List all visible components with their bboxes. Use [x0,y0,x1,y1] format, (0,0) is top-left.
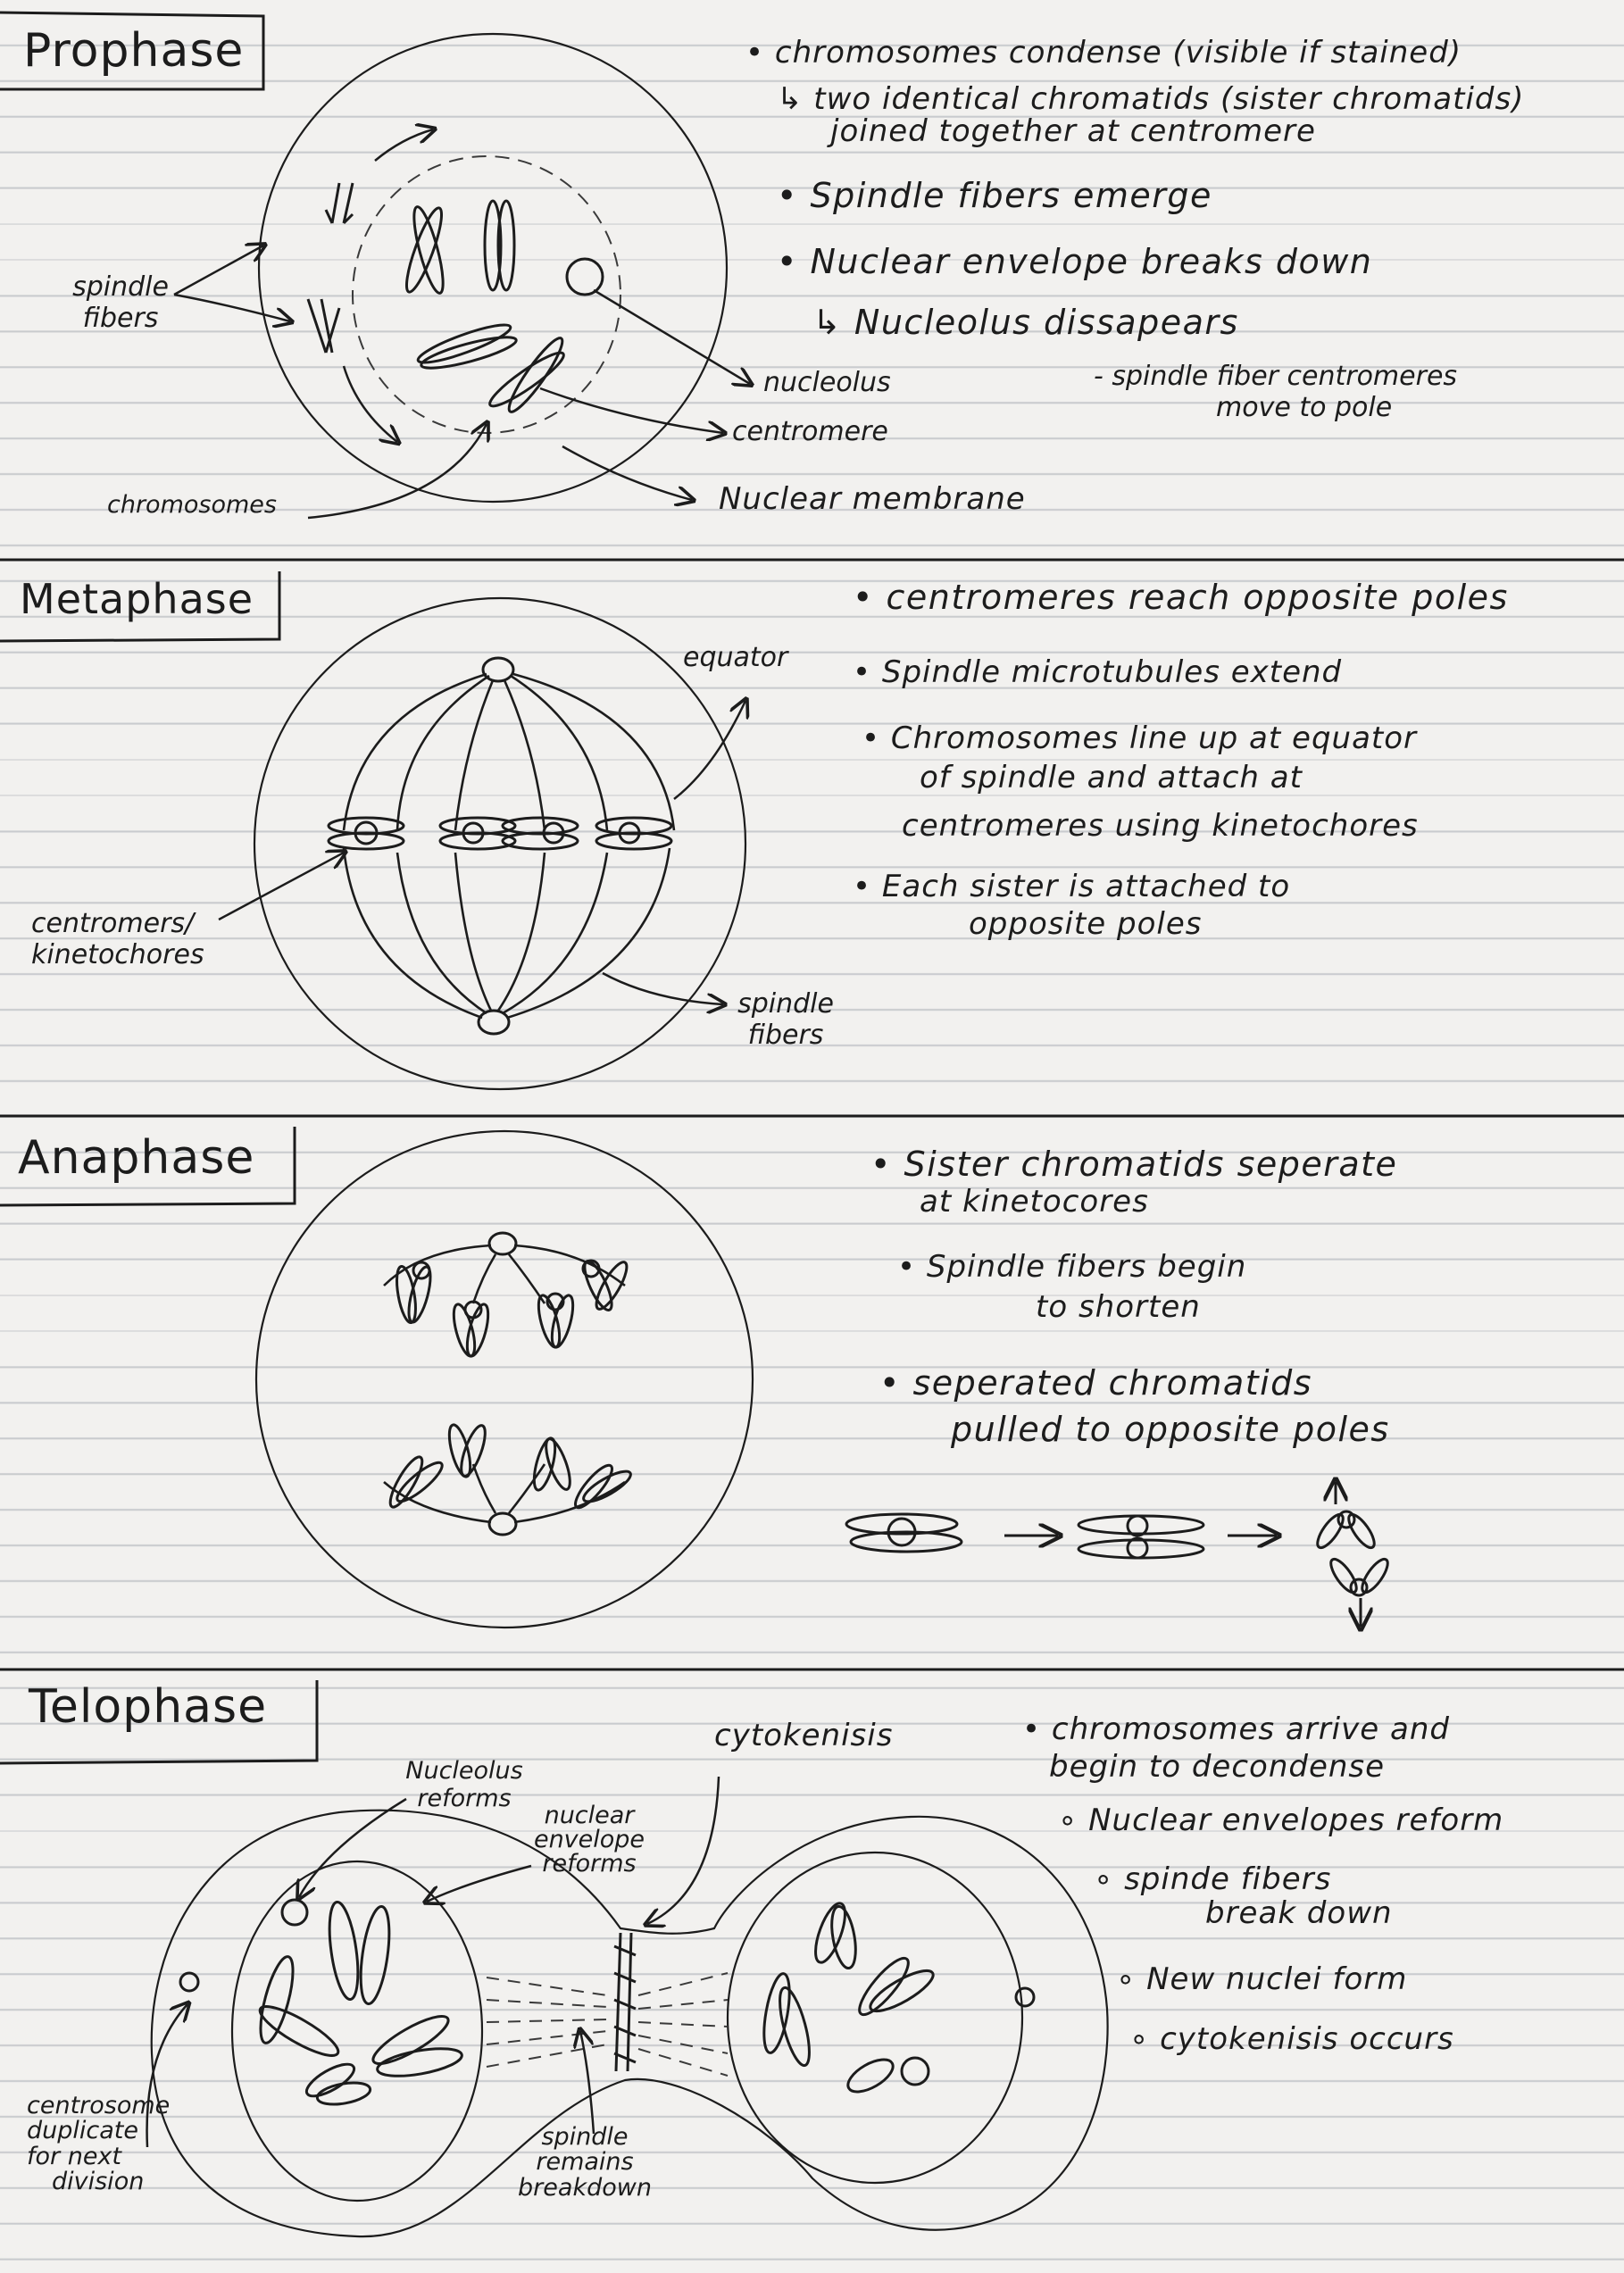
prophase-bullet-6b: move to pole [1216,392,1393,423]
telophase-bullet-4: ∘ New nuclei form [1116,1961,1408,1997]
anaphase-bullet-2-text: Spindle fibers begin [926,1249,1247,1285]
prophase-arrows [174,129,750,518]
prophase-bullet-2b: joined together at centromere [830,113,1316,149]
prophase-bullet-3-text: Spindle fibers emerge [810,176,1212,215]
label-equator: equator [683,642,788,673]
metaphase-bullet-2-text: Spindle microtubules extend [881,654,1343,690]
label-nucleolus-reforms [393,1757,536,1812]
metaphase-cell [254,598,745,1089]
label-nucleolus: nucleolus [763,367,891,398]
prophase-chromosomes [308,183,569,417]
anaphase-bullet-2: • Spindle fibers begin [897,1249,1247,1285]
label-centrosome-duplicate [27,2094,170,2194]
prophase-diagram [174,34,750,518]
spindle-fibers-line1: spindle [72,271,169,303]
metaphase-bullet-2: • Spindle microtubules extend [853,654,1343,690]
telophase-bullet-3: ∘ spinde fibers [1094,1861,1332,1897]
metaphase-diagram [219,598,745,1089]
label-nuclear-membrane: Nuclear membrane [719,481,1026,517]
anaphase-bullet-2b: to shorten [1036,1289,1201,1325]
metaphase-bullet-3b: of spindle and attach at [920,760,1303,795]
left-centrosome [180,1973,198,1991]
nucleolus-reforms-line1: Nucleolus [405,1757,523,1785]
prophase-bullet-4-text: Nuclear envelope breaks down [810,242,1373,281]
metaphase-bullet-4b: opposite poles [969,906,1203,942]
anaphase-pole-bottom [489,1513,516,1535]
anaphase-bullet-3b: pulled to opposite poles [951,1410,1390,1449]
label-spindle-fibers-prophase [62,272,179,334]
centrosome-line2: duplicate [27,2117,138,2145]
metaphase-bullet-4: • Each sister is attached to [853,869,1291,904]
telophase-bullet-3b: break down [1205,1895,1393,1931]
anaphase-bullet-3: • seperated chromatids [879,1363,1313,1403]
telophase-bullet-1: • chromosomes arrive and [1022,1711,1450,1747]
cleavage-furrow [614,1933,636,2071]
nucleolus-shape [567,259,603,295]
centrosome-line3: for next [27,2142,121,2170]
telophase-bullet-1-text: chromosomes arrive and [1051,1711,1450,1747]
metaphase-title: Metaphase [20,575,254,623]
prophase-bullet-5: ↳ Nucleolus dissapears [812,303,1239,342]
label-centromere: centromere [732,416,888,447]
left-nucleolus [282,1900,307,1925]
telophase-bullet-2: ∘ Nuclear envelopes reform [1058,1803,1504,1838]
telophase-bullet-5-text: cytokenisis occurs [1160,2021,1454,2057]
spindle-remains-line1: spindle [541,2123,629,2151]
spindle-remains-line2: remains [536,2148,634,2177]
telophase-title: Telophase [29,1680,268,1734]
prophase-cell [259,34,727,502]
telophase-bullet-3-text: spinde fibers [1124,1861,1332,1897]
right-centrosome [1016,1988,1034,2006]
telophase-bullet-1b: begin to decondense [1049,1749,1386,1785]
left-nucleus [232,1861,482,2201]
telophase-chromosomes [254,1900,938,2108]
centrosome-line1: centrosome [27,2092,171,2119]
metaphase-spindle-line1: spindle [737,988,834,1020]
telophase-remnant-fibers [487,1973,728,2076]
metaphase-bullet-1-text: centromeres reach opposite poles [886,578,1509,617]
label-cytokenisis: cytokenisis [714,1718,894,1753]
prophase-bullet-6-text: spindle fiber centromeres [1112,361,1458,392]
prophase-bullet-4: • Nuclear envelope breaks down [777,242,1373,281]
chromatid-separation-sequence [846,1482,1392,1627]
centrosome-bottom [479,1011,509,1034]
anaphase-chromatids [385,1258,634,1512]
anaphase-title: Anaphase [18,1131,255,1185]
nucleolus-reforms-line2: reforms [417,1785,512,1813]
telophase-bullet-4-text: New nuclei form [1146,1961,1408,1997]
prophase-bullet-1-text: chromosomes condense (visible if stained) [774,35,1462,71]
label-centromers-kinetochores [31,909,204,970]
centromers-line1: centromers/ [31,908,195,939]
metaphase-bullet-3c: centromeres using kinetochores [902,808,1419,844]
telophase-bullet-5: ∘ cytokenisis occurs [1129,2021,1454,2057]
anaphase-cell [256,1131,753,1628]
centrosome-line4: division [52,2168,145,2196]
anaphase-bullet-1b: at kinetocores [920,1184,1149,1220]
metaphase-bullet-1: • centromeres reach opposite poles [853,578,1509,617]
metaphase-bullet-3-text: Chromosomes line up at equator [890,720,1418,756]
prophase-bullet-6: - spindle fiber centromeres [1094,361,1458,392]
nuclear-envelope-line1: nuclear [544,1802,635,1829]
metaphase-bullet-3: • Chromosomes line up at equator [862,720,1418,756]
label-spindle-fibers-metaphase [723,989,848,1051]
spindle-remains-line3: breakdown [518,2173,652,2202]
anaphase-bullet-3-text: seperated chromatids [912,1363,1313,1403]
anaphase-pole-top [489,1233,516,1254]
prophase-title: Prophase [23,24,245,78]
centromers-line2: kinetochores [31,938,204,970]
prophase-bullet-2: ↳ two identical chromatids (sister chromatids) [777,81,1525,117]
metaphase-spindle-line2: fibers [747,1019,824,1051]
label-chromosomes: chromosomes [107,491,277,519]
nuclear-envelope-line3: reforms [542,1850,637,1878]
metaphase-chromosomes [329,818,671,849]
metaphase-bullet-4-text: Each sister is attached to [881,869,1291,904]
anaphase-bullet-1: • Sister chromatids seperate [870,1145,1398,1184]
telophase-bullet-2-text: Nuclear envelopes reform [1088,1803,1504,1838]
metaphase-arrows [219,701,745,1004]
right-nucleus [728,1853,1022,2183]
spindle-fibers-line2: fibers [82,302,159,334]
prophase-bullet-3: • Spindle fibers emerge [777,176,1212,215]
anaphase-bullet-1-text: Sister chromatids seperate [904,1145,1398,1184]
label-spindle-remains [513,2125,656,2201]
prophase-bullet-1: • chromosomes condense (visible if stained) [745,35,1462,71]
label-nuclear-envelope-reforms [522,1803,656,1876]
nuclear-envelope-line2: envelope [533,1826,645,1853]
